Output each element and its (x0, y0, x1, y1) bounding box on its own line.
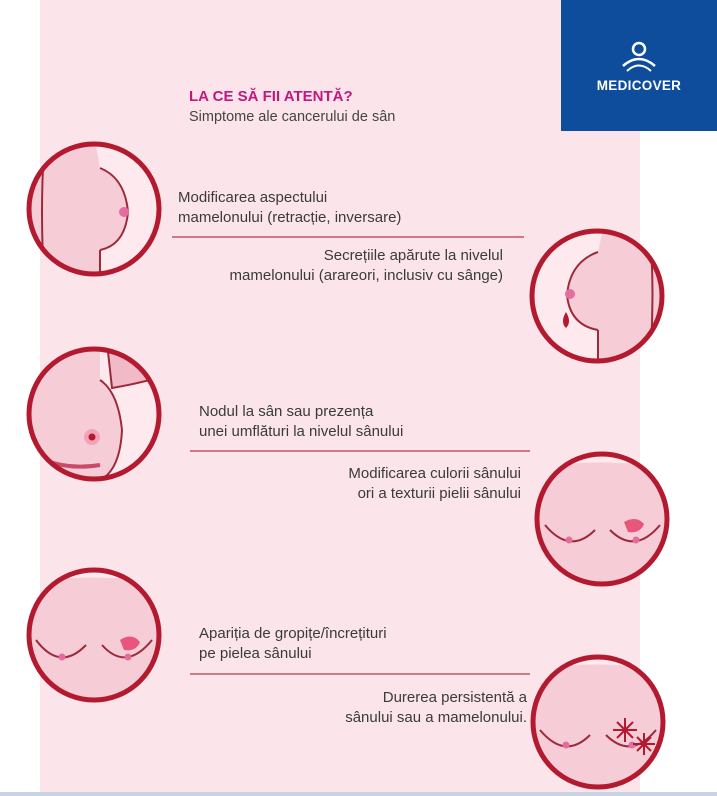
symptom-line: ori a texturii pielii sânului (357, 485, 521, 502)
breast-front-color-change-illustration (520, 454, 684, 600)
breast-front-pain-illustration (516, 657, 680, 796)
breast-front-dimpling-illustration (12, 570, 176, 715)
breast-side-lump-illustration (29, 345, 159, 480)
symptom-line: sânului sau a mamelonului. (345, 709, 527, 726)
symptom-line: Modificarea aspectului (178, 189, 328, 206)
page-title: LA CE SĂ FII ATENTĂ? (189, 88, 353, 105)
symptom-line: mamelonului (arareori, inclusiv cu sânge) (229, 267, 503, 284)
symptom-line: Nodul la sân sau prezența (199, 403, 374, 420)
bottom-edge (0, 792, 717, 796)
symptom-line: unei umflături la nivelul sânului (199, 423, 404, 440)
symptom-line: Apariția de gropițe/încrețituri (199, 625, 387, 642)
brand-name: MEDICOVER (596, 78, 682, 93)
symptom-line: Modificarea culorii sânului (348, 465, 521, 482)
symptom-line: mamelonului (retracție, inversare) (178, 209, 402, 226)
breast-side-retracted-nipple-illustration (29, 140, 159, 290)
symptom-line: Durerea persistentă a (382, 689, 527, 706)
symptom-line: Secrețiile apărute la nivelul (323, 247, 503, 264)
breast-side-discharge-illustration (532, 220, 670, 370)
symptom-line: pe pielea sânului (199, 645, 312, 662)
page-subtitle: Simptome ale cancerului de sân (189, 109, 396, 125)
